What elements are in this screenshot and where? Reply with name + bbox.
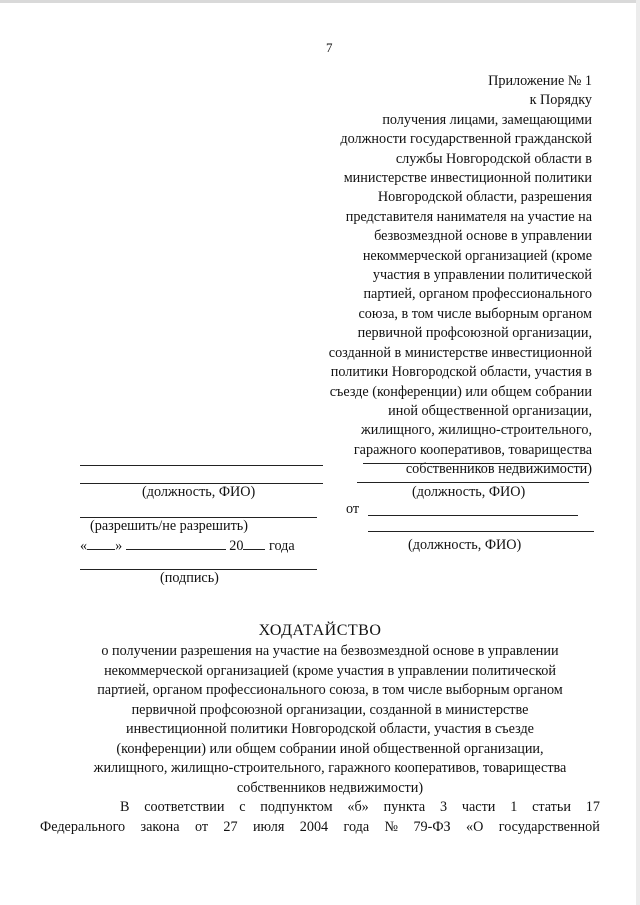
date-year-prefix: 20 [229,538,244,554]
from-label: от [346,501,360,517]
left-position-caption: (должность, ФИО) [142,484,256,500]
date-day-blank [87,536,115,550]
scan-edge-right [636,0,640,905]
document-title: ХОДАТАЙСТВО [258,622,382,639]
body-word: № [384,818,399,835]
from-line [368,515,578,516]
purpose-line: инвестиционной политики Новгородской области, участия в съезде [126,721,534,737]
body-word: В [120,799,130,815]
body-word: 79-ФЗ [413,818,451,835]
appendix-line: созданной в министерстве инвестиционной [328,344,592,361]
body-word: 17 [585,799,600,815]
appendix-line: гаражного кооперативов, товарищества [353,441,592,458]
appendix-line: получения лицами, замещающими [382,111,592,128]
body-word: июля [252,818,285,835]
body-word: соответствии [144,799,225,815]
right-recipient-caption: (должность, ФИО) [412,484,526,500]
purpose-line: первичной профсоюзной организации, созданной в министерстве [131,701,529,718]
appendix-header [262,72,592,480]
body-word: государственной [498,818,600,835]
appendix-line: службы Новгородской области в [395,150,592,167]
date-field [80,536,295,555]
body-word: 2004 [299,818,329,835]
appendix-line: министерстве инвестиционной политики [343,170,592,187]
body-paragraph [40,798,600,838]
appendix-line: союза, в том числе выборным органом [358,305,592,322]
purpose-line: жилищного, жилищно-строительного, гаражного кооперативов, товарищества [93,760,567,776]
left-position-line-1 [80,465,323,466]
sender-caption: (должность, ФИО) [408,537,522,553]
body-word: 27 [223,818,238,835]
appendix-line: первичной профсоюзной организации, [357,325,592,342]
appendix-line: партией, органом профессионального [363,286,592,303]
appendix-line: политики Новгородской области, участия в [330,364,592,381]
appendix-line: некоммерческой организацией (кроме [362,247,592,264]
purpose-line: (конференции) или общем собрании иной общественной организации, [116,740,544,757]
body-word: подпунктом [260,799,333,815]
appendix-line: иной общественной организации, [388,402,592,419]
date-year-blank [243,536,265,550]
body-word: закона [140,818,180,835]
scan-edge-top [0,0,640,3]
purpose-line: партией, органом профессионального союза, в том числе выборным органом [97,682,563,698]
body-word: статьи [532,799,571,815]
decision-caption: (разрешить/не разрешить) [90,518,248,534]
body-word: 3 [440,799,448,815]
purpose-line: о получении разрешения на участие на безвозмездной основе в управлении [101,643,559,659]
appendix-line: представителя нанимателя на участие на [345,208,592,225]
appendix-line: Приложение № 1 [488,73,592,89]
appendix-line: участия в управлении политической [372,267,592,284]
appendix-line: собственников недвижимости) [405,461,592,478]
body-word: пункта [383,799,426,815]
right-recipient-line-1 [363,463,589,464]
body-word: «б» [347,799,369,815]
body-word: «О [466,818,484,835]
date-year-suffix: года [269,538,295,554]
body-word: года [343,818,370,835]
petition-purpose [60,642,600,798]
purpose-line: некоммерческой организацией (кроме участия в управлении политической [104,662,556,679]
date-open-quote: « [80,538,88,554]
appendix-line: жилищного, жилищно-строительного, [360,422,592,439]
purpose-line: собственников недвижимости) [236,779,424,796]
body-word: части [461,799,496,815]
date-month-blank [126,536,226,550]
sender-line [368,531,594,532]
body-line-2 [40,818,600,838]
appendix-line: к Порядку [529,92,592,109]
appendix-line: Новгородской области, разрешения [377,189,592,206]
date-close-quote: » [115,538,123,554]
body-word: от [194,818,209,835]
right-recipient-line-2 [357,482,589,483]
appendix-line: съезде (конференции) или общем собрании [329,383,592,400]
appendix-line: должности государственной гражданской [340,131,592,148]
body-word: 1 [510,799,518,815]
appendix-line: безвозмездной основе в управлении [374,228,592,245]
body-word: с [239,799,246,815]
body-word: Федерального [40,818,126,835]
body-line-1 [80,798,600,818]
signature-caption: (подпись) [160,570,219,586]
page-number: 7 [326,40,333,55]
